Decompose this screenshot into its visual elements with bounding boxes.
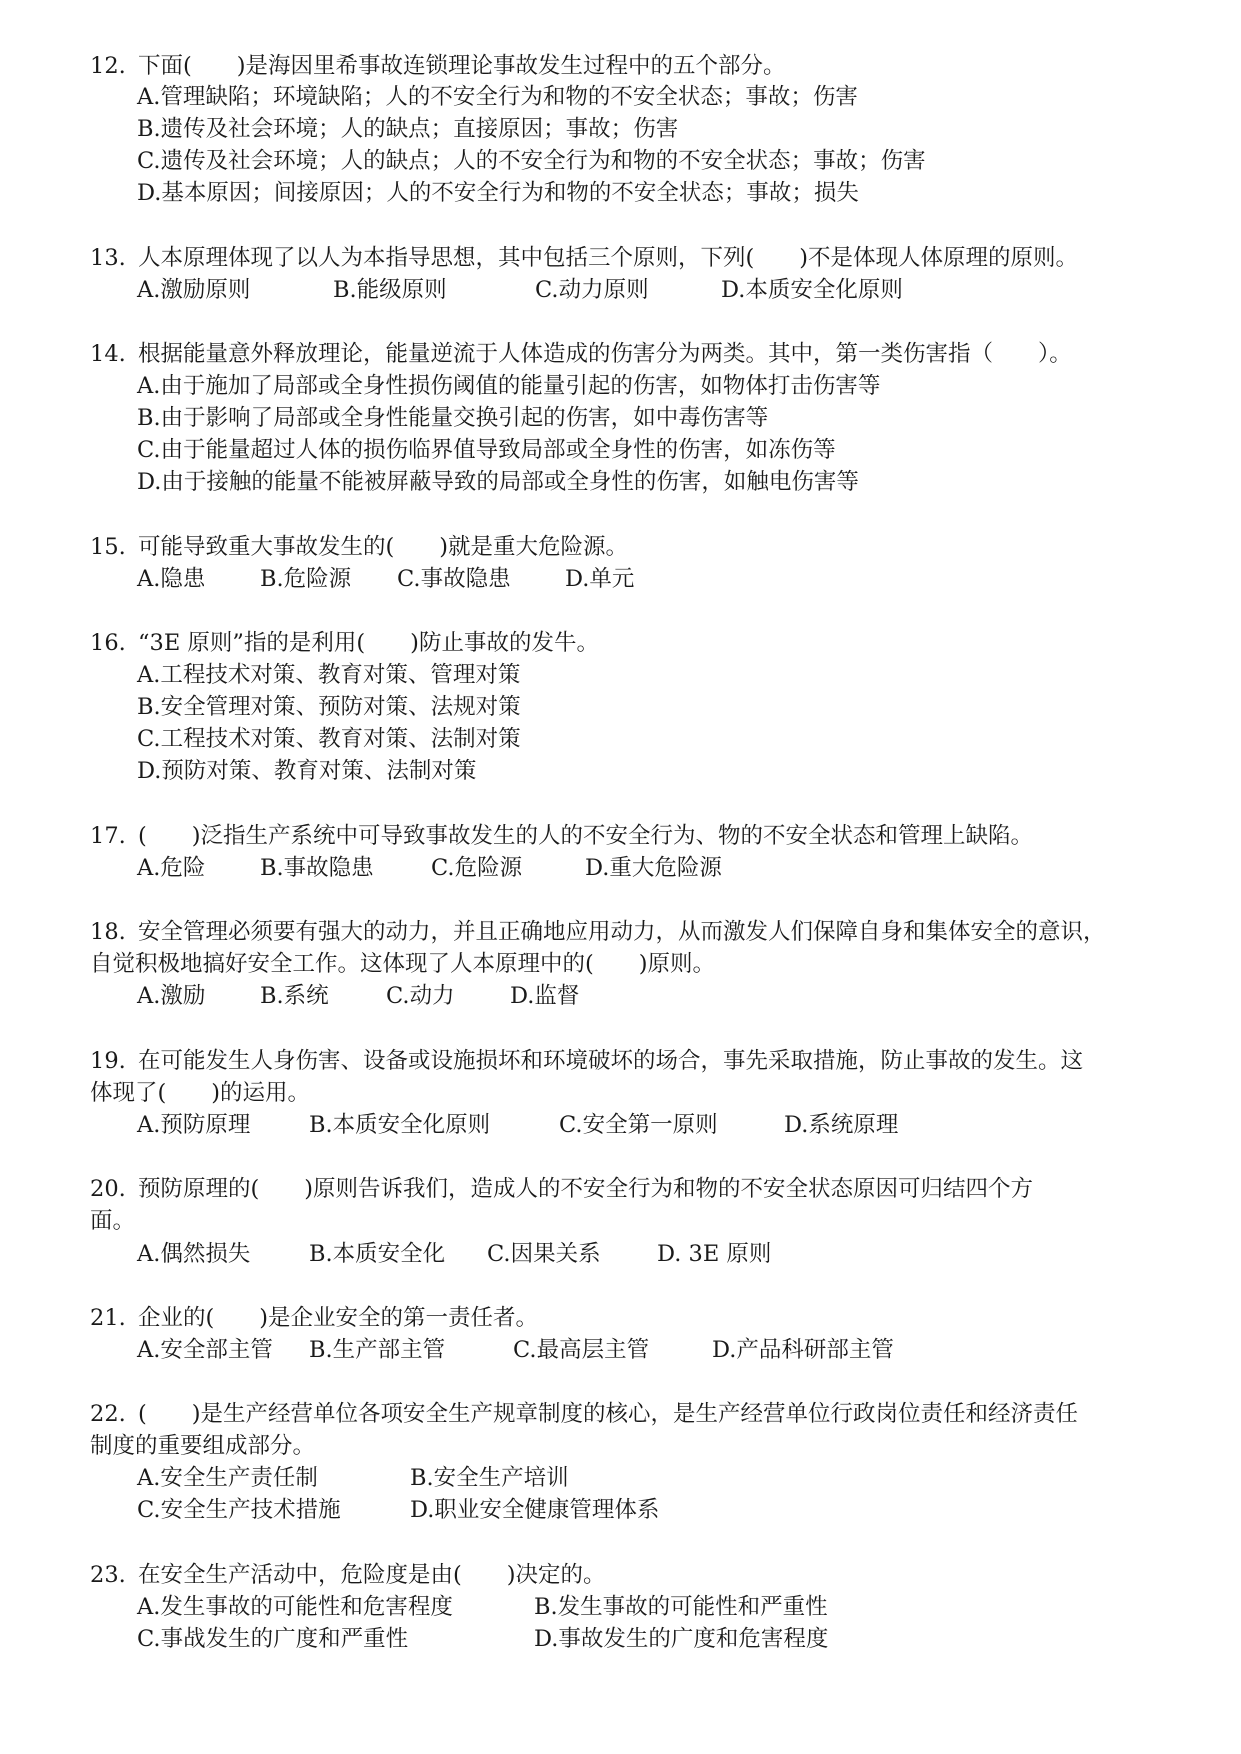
- question-text: ( )泛指生产系统中可导致事故发生的人的不安全行为、物的不安全状态和管理上缺陷。: [138, 823, 1034, 849]
- option-c: C.工程技术对策、教育对策、法制对策: [137, 726, 521, 752]
- option-d: D.本质安全化原则: [721, 277, 903, 303]
- question-number: 22.: [90, 1401, 126, 1427]
- option-c: C.动力原则: [535, 277, 649, 303]
- question-text: 在安全生产活动中，危险度是由( )决定的。: [138, 1562, 606, 1588]
- question-text: 下面( )是海因里希事故连锁理论事故发生过程中的五个部分。: [138, 53, 786, 79]
- option-b: B.本质安全化: [309, 1241, 446, 1267]
- option-a: A.隐患: [137, 566, 206, 592]
- option-c: C.事故隐患: [397, 566, 511, 592]
- option-a: A.安全部主管: [137, 1337, 273, 1363]
- question-text: 根据能量意外释放理论，能量逆流于人体造成的伤害分为两类。其中，第一类伤害指（ ）。: [138, 341, 1072, 367]
- question-text: 企业的( )是企业安全的第一责任者。: [138, 1305, 539, 1331]
- question-stem: [90, 242, 1078, 274]
- question-text: 可能导致重大事故发生的( )就是重大危险源。: [138, 534, 629, 560]
- question-number: 12.: [90, 53, 126, 79]
- option-d: D.职业安全健康管理体系: [410, 1497, 660, 1523]
- option-d: D.产品科研部主管: [712, 1337, 894, 1363]
- option-d: D.单元: [565, 566, 635, 592]
- question-text: 预防原理的( )原则告诉我们，造成人的不安全行为和物的不安全状态原因可归结四个方: [138, 1176, 1034, 1202]
- option-c: C.遗传及社会环境；人的缺点；人的不安全行为和物的不安全状态；事故；伤害: [137, 148, 926, 174]
- option-b: B.发生事故的可能性和严重性: [534, 1594, 828, 1620]
- option-b: B.危险源: [260, 566, 352, 592]
- option-c: C.动力: [386, 983, 455, 1009]
- option-b: B.事故隐患: [260, 855, 374, 881]
- option-d: D.事故发生的广度和危害程度: [534, 1626, 829, 1652]
- option-a: A.危险: [137, 855, 206, 881]
- option-d: D.由于接触的能量不能被屏蔽导致的局部或全身性的伤害，如触电伤害等: [137, 469, 859, 495]
- option-b: B.安全管理对策、预防对策、法规对策: [137, 694, 521, 720]
- question-stem-continued: 制度的重要组成部分。: [90, 1433, 316, 1459]
- question-number: 17.: [90, 823, 126, 849]
- option-d: D.基本原因；间接原因；人的不安全行为和物的不安全状态；事故；损失: [137, 180, 859, 206]
- option-a: A.预防原理: [137, 1112, 251, 1138]
- question-number: 19.: [90, 1048, 126, 1074]
- option-b: B.遗传及社会环境；人的缺点；直接原因；事故；伤害: [137, 116, 679, 142]
- option-a: A.由于施加了局部或全身性损伤阈值的能量引起的伤害，如物体打击伤害等: [137, 373, 881, 399]
- option-b: B.由于影响了局部或全身性能量交换引起的伤害，如中毒伤害等: [137, 405, 769, 431]
- question-number: 23.: [90, 1562, 126, 1588]
- question-number: 14.: [90, 341, 126, 367]
- option-c: C.因果关系: [487, 1241, 601, 1267]
- question-stem: [90, 1398, 1078, 1430]
- question-stem: [90, 338, 1072, 370]
- question-stem: [90, 50, 786, 82]
- option-b: B.系统: [260, 983, 329, 1009]
- question-stem: [90, 627, 599, 659]
- question-text: “3E 原则”指的是利用( )防止事故的发牛。: [138, 630, 599, 656]
- option-d: D.预防对策、教育对策、法制对策: [137, 758, 477, 784]
- option-c: C.安全生产技术措施: [137, 1497, 341, 1523]
- option-d: D. 3E 原则: [657, 1241, 772, 1267]
- option-a: A.发生事故的可能性和危害程度: [137, 1594, 453, 1620]
- option-a: A.管理缺陷；环境缺陷；人的不安全行为和物的不安全状态；事故；伤害: [137, 84, 858, 110]
- option-c: C.最高层主管: [513, 1337, 650, 1363]
- option-b: B.能级原则: [333, 277, 447, 303]
- option-c: C.事战发生的广度和严重性: [137, 1626, 409, 1652]
- question-stem: [90, 1559, 606, 1591]
- option-a: A.偶然损失: [137, 1241, 251, 1267]
- option-a: A.激励原则: [137, 277, 251, 303]
- question-stem: [90, 820, 1033, 852]
- question-number: 20.: [90, 1176, 126, 1202]
- question-stem: [90, 531, 628, 563]
- option-d: D.监督: [510, 983, 580, 1009]
- question-text: 安全管理必须要有强大的动力，并且正确地应用动力，从而激发人们保障自身和集体安全的意识，: [138, 919, 1106, 945]
- option-d: D.系统原理: [784, 1112, 899, 1138]
- option-b: B.安全生产培训: [410, 1465, 569, 1491]
- question-stem: [90, 1302, 538, 1334]
- question-stem: [90, 1045, 1083, 1077]
- option-a: A.激励: [137, 983, 206, 1009]
- option-a: A.安全生产责任制: [137, 1465, 318, 1491]
- option-b: B.生产部主管: [309, 1337, 446, 1363]
- question-text: 在可能发生人身伤害、设备或设施损坏和环境破坏的场合，事先采取措施，防止事故的发生。这: [138, 1048, 1084, 1074]
- question-stem-continued: 体现了( )的运用。: [90, 1080, 311, 1106]
- question-stem: [90, 916, 1106, 948]
- option-d: D.重大危险源: [585, 855, 722, 881]
- question-number: 21.: [90, 1305, 126, 1331]
- question-text: ( )是生产经营单位各项安全生产规章制度的核心，是生产经营单位行政岗位责任和经济责任: [138, 1401, 1079, 1427]
- question-stem-continued: 面。: [90, 1208, 136, 1234]
- option-c: C.危险源: [431, 855, 523, 881]
- question-stem: [90, 1173, 1033, 1205]
- option-a: A.工程技术对策、教育对策、管理对策: [137, 662, 521, 688]
- option-c: C.安全第一原则: [559, 1112, 718, 1138]
- option-b: B.本质安全化原则: [309, 1112, 491, 1138]
- question-number: 16.: [90, 630, 126, 656]
- question-stem-continued: 自觉积极地搞好安全工作。这体现了人本原理中的( )原则。: [90, 951, 716, 977]
- question-number: 18.: [90, 919, 126, 945]
- question-text: 人本原理体现了以人为本指导思想，其中包括三个原则，下列( )不是体现人体原理的原则。: [138, 245, 1079, 271]
- option-c: C.由于能量超过人体的损伤临界值导致局部或全身性的伤害，如冻伤等: [137, 437, 836, 463]
- question-number: 15.: [90, 534, 126, 560]
- question-number: 13.: [90, 245, 126, 271]
